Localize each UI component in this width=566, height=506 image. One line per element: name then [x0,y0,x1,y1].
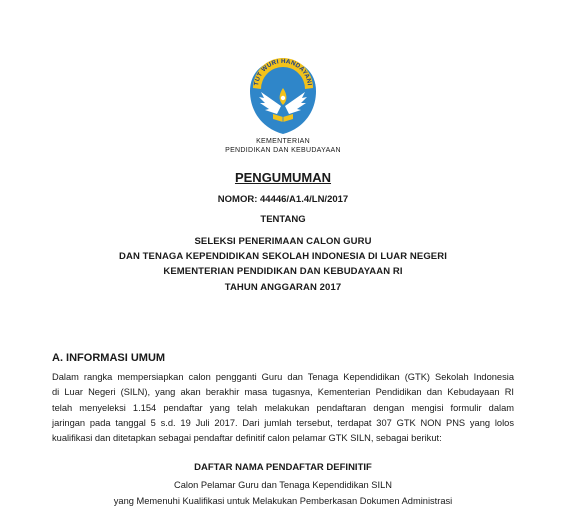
ministry-name-line1: KEMENTERIAN [256,138,310,145]
ministry-name-line2: PENDIDIKAN DAN KEBUDAYAAN [225,147,341,154]
paragraph-line: di Luar Negeri (SILN), yang akan berakhir masa tugasnya, Kementerian Pendidikan dan Kebudayaan RI [52,387,514,398]
section-heading-informasi-umum: A. INFORMASI UMUM [52,352,166,364]
kemendikbud-logo [247,58,319,136]
document-title: PENGUMUMAN [234,170,332,185]
paragraph-line: Dalam rangka mempersiapkan calon pengganti Guru dan Tenaga Kependidikan (GTK) Sekolah Indonesia [52,372,514,382]
paragraph-line: telah menyeleksi 1.154 pendaftar yang telah melakukan pendaftaran dengan mengisi formulir dalam [52,402,514,413]
list-subtitle-1: Calon Pelamar Guru dan Tenaga Kependidikan SILN [174,480,392,490]
tentang-label: TENTANG [260,214,306,225]
subject-line-3: KEMENTERIAN PENDIDIKAN DAN KEBUDAYAAN RI [163,266,403,277]
subject-line-4: TAHUN ANGGARAN 2017 [224,282,342,293]
section-paragraph [52,370,514,446]
subject-line-1: SELEKSI PENERIMAAN CALON GURU [194,236,372,247]
paragraph-line: kualifikasi dan ditetapkan sebagai pendaftar definitif calon pelamar GTK SILN, sebagai berikut: [52,433,442,444]
logo-motto: TUT WURI HANDAYANI [253,58,313,87]
subject-line-2: DAN TENAGA KEPENDIDIKAN SEKOLAH INDONESIA DI LUAR NEGERI [119,251,447,262]
list-subtitle-2: yang Memenuhi Kualifikasi untuk Melakukan Pemberkasan Dokumen Administrasi [113,496,453,506]
paragraph-line: jaringan pada tanggal 5 s.d. 19 Juli 2017. Dari jumlah tersebut, terdapat 307 GTK NON PNS yang lolos [52,417,514,428]
list-title: DAFTAR NAMA PENDAFTAR DEFINITIF [194,462,372,473]
document-number: NOMOR: 44446/A1.4/LN/2017 [217,194,349,205]
